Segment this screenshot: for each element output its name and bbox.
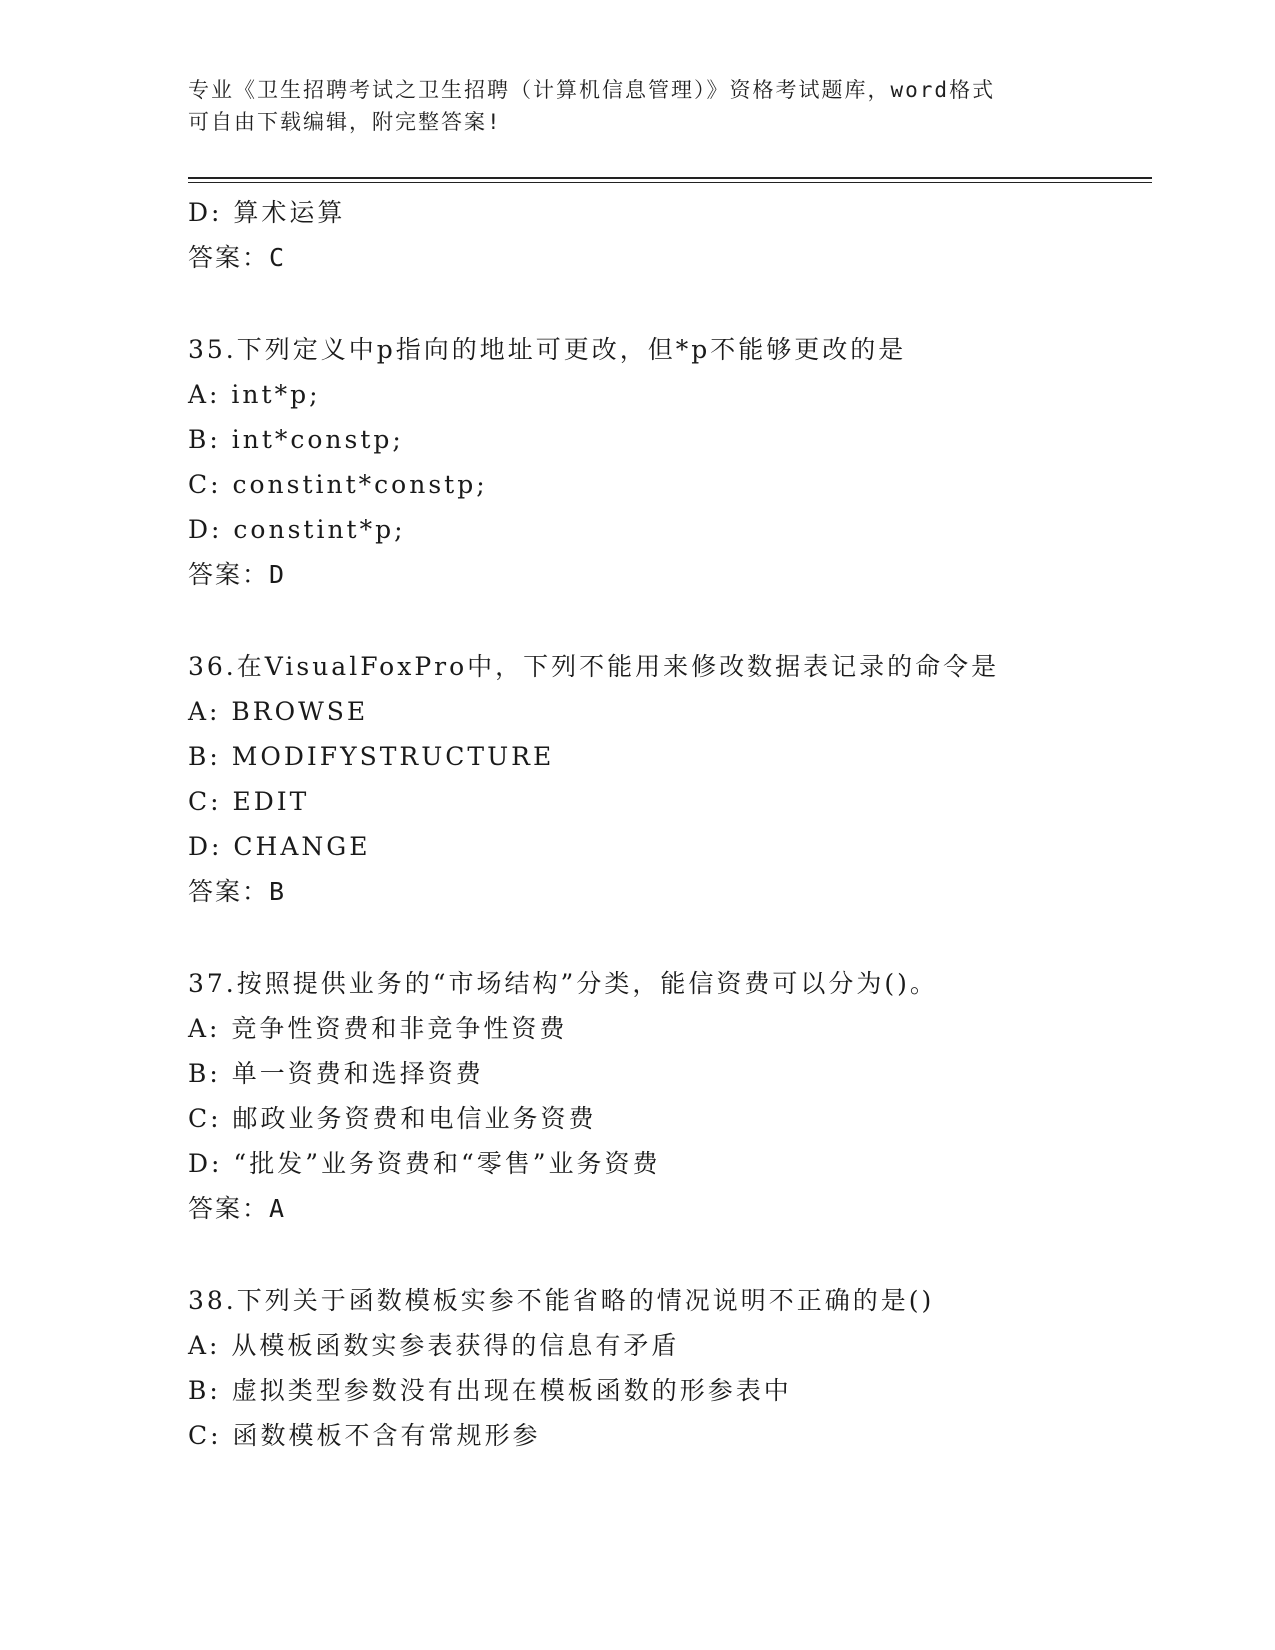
header-divider-thin [188,182,1152,183]
option-b: B: 单一资费和选择资费 [188,1059,484,1088]
option-a: A: int*p; [188,380,321,409]
answer-line [188,235,1148,280]
answer-value: C [269,243,285,272]
question-stem: 35.下列定义中p指向的地址可更改，但*p不能够更改的是 [188,335,907,364]
answer-label: 答案： [188,877,270,906]
answer-line [188,869,1148,914]
spacer [188,1231,1148,1278]
question-38 [188,1278,1148,1458]
question-37 [188,961,1148,1231]
question-36 [188,644,1148,914]
option-c: C: 函数模板不含有常规形参 [188,1421,541,1450]
question-stem: 38.下列关于函数模板实参不能省略的情况说明不正确的是() [188,1286,935,1315]
option-a: A: 竞争性资费和非竞争性资费 [188,1014,568,1043]
option-a: A: 从模板函数实参表获得的信息有矛盾 [188,1331,680,1360]
option-d: D: “批发”业务资费和“零售”业务资费 [188,1149,661,1178]
header-divider-thick [188,177,1152,179]
spacer [188,280,1148,327]
question-stem: 37.按照提供业务的“市场结构”分类，能信资费可以分为()。 [188,969,938,998]
option-d: D: CHANGE [188,832,371,861]
question-35 [188,327,1148,597]
answer-value: A [269,1194,285,1223]
spacer [188,597,1148,644]
option-a: A: BROWSE [188,697,369,726]
option-b: B: MODIFYSTRUCTURE [188,742,555,771]
option-d: D: 算术运算 [188,198,346,227]
answer-label: 答案： [188,1194,270,1223]
answer-line [188,552,1148,597]
spacer [188,914,1148,961]
answer-line [188,1186,1148,1231]
answer-value: D [269,560,285,589]
option-b: B: int*constp; [188,425,404,454]
option-b: B: 虚拟类型参数没有出现在模板函数的形参表中 [188,1376,792,1405]
question-stem: 36.在VisualFoxPro中，下列不能用来修改数据表记录的命令是 [188,652,1000,681]
answer-value: B [269,877,285,906]
option-c: C: EDIT [188,787,310,816]
document-body [188,190,1148,1458]
header-line-2: 可自由下载编辑，附完整答案! [188,110,502,134]
answer-label: 答案： [188,560,270,589]
answer-label: 答案： [188,243,270,272]
question-continued [188,190,1148,280]
page-header [188,74,1088,138]
option-c: C: 邮政业务资费和电信业务资费 [188,1104,597,1133]
option-d: D: constint*p; [188,515,406,544]
header-line-1: 专业《卫生招聘考试之卫生招聘（计算机信息管理）》资格考试题库，word格式 [188,78,996,102]
option-c: C: constint*constp; [188,470,488,499]
